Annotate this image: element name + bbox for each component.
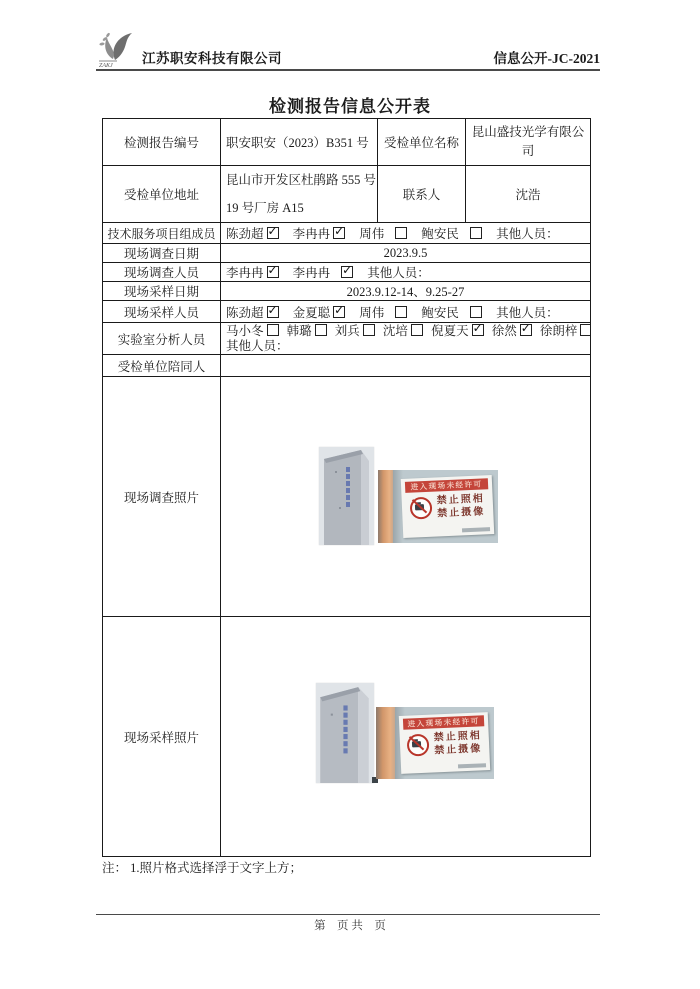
sign-body: [405, 492, 489, 522]
sign-watermark: [462, 527, 490, 532]
site-building-photo: [316, 683, 374, 783]
member-item: [293, 306, 346, 320]
member-item: [540, 324, 591, 338]
sampling-date-label: 现场采样日期: [103, 282, 221, 301]
sign-board: [399, 712, 490, 774]
checkbox-icon: [472, 324, 484, 336]
member-name: 李冉冉: [292, 266, 331, 280]
checkbox-icon: [267, 266, 279, 278]
sampling-photos-label: 现场采样照片: [103, 617, 221, 857]
survey-photos-label: 现场调查照片: [103, 377, 221, 617]
lab-staff-label: 实验室分析人员: [103, 323, 221, 355]
door-frame: [378, 470, 393, 543]
sign-banner: 进入现场未经许可: [405, 478, 488, 492]
document-code: 信息公开-JC-2021: [493, 51, 600, 66]
member-item: [359, 227, 407, 241]
no-camera-icon: [410, 496, 433, 519]
unit-name-value: 昆山盛技光学有限公司: [466, 119, 591, 166]
checkbox-icon: [341, 266, 353, 278]
sign-text: [433, 729, 482, 757]
table-row: [103, 166, 591, 223]
page-number-text: 第 页 共 页: [314, 920, 386, 932]
member-name: 李冉冉: [226, 266, 264, 280]
lab-staff-line1: [226, 324, 585, 339]
member-item: [431, 324, 484, 338]
member-item: [492, 324, 532, 338]
disclosure-table: [102, 118, 591, 857]
site-building-photo: [319, 447, 374, 545]
others-label: 其他人员：: [496, 305, 559, 320]
checkbox-icon: [580, 324, 590, 336]
survey-date-value: 2023.9.5: [221, 244, 591, 263]
company-logo-icon: [96, 30, 138, 68]
escort-value: [221, 355, 591, 377]
sign-line1: 禁止照相: [433, 729, 482, 743]
member-item: [359, 306, 407, 320]
no-camera-icon: [407, 733, 430, 756]
member-name: 沈培: [382, 323, 408, 338]
camera-glyph: [412, 741, 421, 747]
others-label: 其他人员：: [367, 266, 430, 280]
table-row: [103, 301, 591, 323]
footer-divider: [96, 914, 600, 915]
survey-photos-cell: [221, 377, 591, 617]
team-label: 技术服务项目组成员: [103, 223, 221, 244]
table-row: [103, 282, 591, 301]
member-item: [293, 227, 346, 241]
member-item: [421, 306, 482, 320]
camera-glyph: [415, 504, 424, 510]
checkbox-icon: [333, 227, 345, 239]
member-name: 陈劲超: [226, 305, 264, 320]
checkbox-icon: [333, 306, 345, 318]
footnote: 注： 1.照片格式选择浮于文字上方；: [102, 861, 303, 875]
page-title: 检测报告信息公开表: [269, 97, 431, 116]
checkbox-icon: [267, 306, 279, 318]
checkbox-icon: [520, 324, 532, 336]
member-name: 周伟: [359, 227, 385, 241]
survey-staff-label: 现场调查人员: [103, 263, 221, 282]
checkbox-icon: [470, 227, 482, 239]
sign-banner: 进入现场未经许可: [403, 715, 484, 729]
member-name: 马小冬: [226, 323, 264, 338]
table-row: [103, 244, 591, 263]
member-item: [293, 266, 354, 280]
lab-staff-members: [221, 323, 591, 355]
header-brand: [96, 30, 282, 68]
member-name: 李冉冉: [292, 227, 331, 241]
sign-text: [436, 492, 485, 520]
contact-value: 沈浩: [466, 166, 591, 223]
address-line2: 19 号厂房 A15: [226, 201, 304, 215]
table-row: [103, 119, 591, 166]
checkbox-icon: [267, 324, 279, 336]
member-item: [226, 266, 279, 280]
sampling-staff-members: [221, 301, 591, 323]
no-photography-sign-photo: [378, 470, 498, 543]
member-item: [287, 324, 327, 338]
member-name: 刘兵: [334, 323, 360, 338]
sign-line1: 禁止照相: [436, 492, 485, 506]
address-value: [221, 166, 378, 223]
table-row: [103, 377, 591, 617]
table-row: [103, 355, 591, 377]
member-name: 徐然: [491, 323, 517, 338]
survey-date-label: 现场调查日期: [103, 244, 221, 263]
member-name: 陈劲超: [226, 227, 264, 241]
address-label: 受检单位地址: [103, 166, 221, 223]
sign-line2: 禁止摄像: [437, 505, 486, 519]
sign-board: [401, 475, 494, 538]
member-name: 金夏聪: [292, 305, 331, 320]
member-item: [383, 324, 423, 338]
company-name: 江苏职安科技有限公司: [142, 51, 282, 66]
table-row: [103, 223, 591, 244]
member-name: 倪夏天: [431, 323, 469, 338]
checkbox-icon: [315, 324, 327, 336]
member-item: [226, 227, 279, 241]
sampling-photos-cell: [221, 617, 591, 857]
sign-line2: 禁止摄像: [434, 742, 483, 756]
checkbox-icon: [470, 306, 482, 318]
member-name: 周伟: [359, 305, 385, 320]
member-name: 鲍安民: [421, 305, 459, 320]
contact-label: 联系人: [378, 166, 466, 223]
table-row: [103, 617, 591, 857]
checkbox-icon: [267, 227, 279, 239]
table-row: [103, 263, 591, 282]
member-item: [226, 324, 279, 338]
member-name: 鲍安民: [421, 227, 459, 241]
escort-label: 受检单位陪同人: [103, 355, 221, 377]
sampling-date-value: 2023.9.12-14、9.25-27: [221, 282, 591, 301]
address-line1: 昆山市开发区杜鹃路 555 号: [226, 173, 377, 187]
sampling-staff-label: 现场采样人员: [103, 301, 221, 323]
member-item: [335, 324, 375, 338]
checkbox-icon: [411, 324, 423, 336]
member-item: [226, 306, 279, 320]
sign-watermark: [458, 763, 486, 768]
checkbox-icon: [395, 306, 407, 318]
building-photo-graphic: [316, 683, 374, 783]
unit-name-label: 受检单位名称: [378, 119, 466, 166]
others-label: 其他人员：: [226, 338, 289, 353]
door-frame: [376, 707, 395, 779]
report-no-label: 检测报告编号: [103, 119, 221, 166]
team-members: [221, 223, 591, 244]
sign-body: [403, 729, 485, 759]
others-label: 其他人员：: [496, 227, 559, 241]
table-row: [103, 323, 591, 355]
no-photography-sign-photo: [376, 707, 494, 779]
lab-staff-line2: [226, 339, 585, 354]
checkbox-icon: [363, 324, 375, 336]
building-photo-graphic: [319, 447, 374, 545]
logo-text: ZAKJ: [99, 63, 113, 68]
report-no-value: 职安职安（2023）B351 号: [221, 119, 378, 166]
member-name: 韩璐: [286, 323, 312, 338]
page-header: [96, 26, 600, 71]
member-item: [421, 227, 482, 241]
member-name: 徐朗梓: [539, 323, 578, 338]
survey-staff-members: [221, 263, 591, 282]
checkbox-icon: [395, 227, 407, 239]
